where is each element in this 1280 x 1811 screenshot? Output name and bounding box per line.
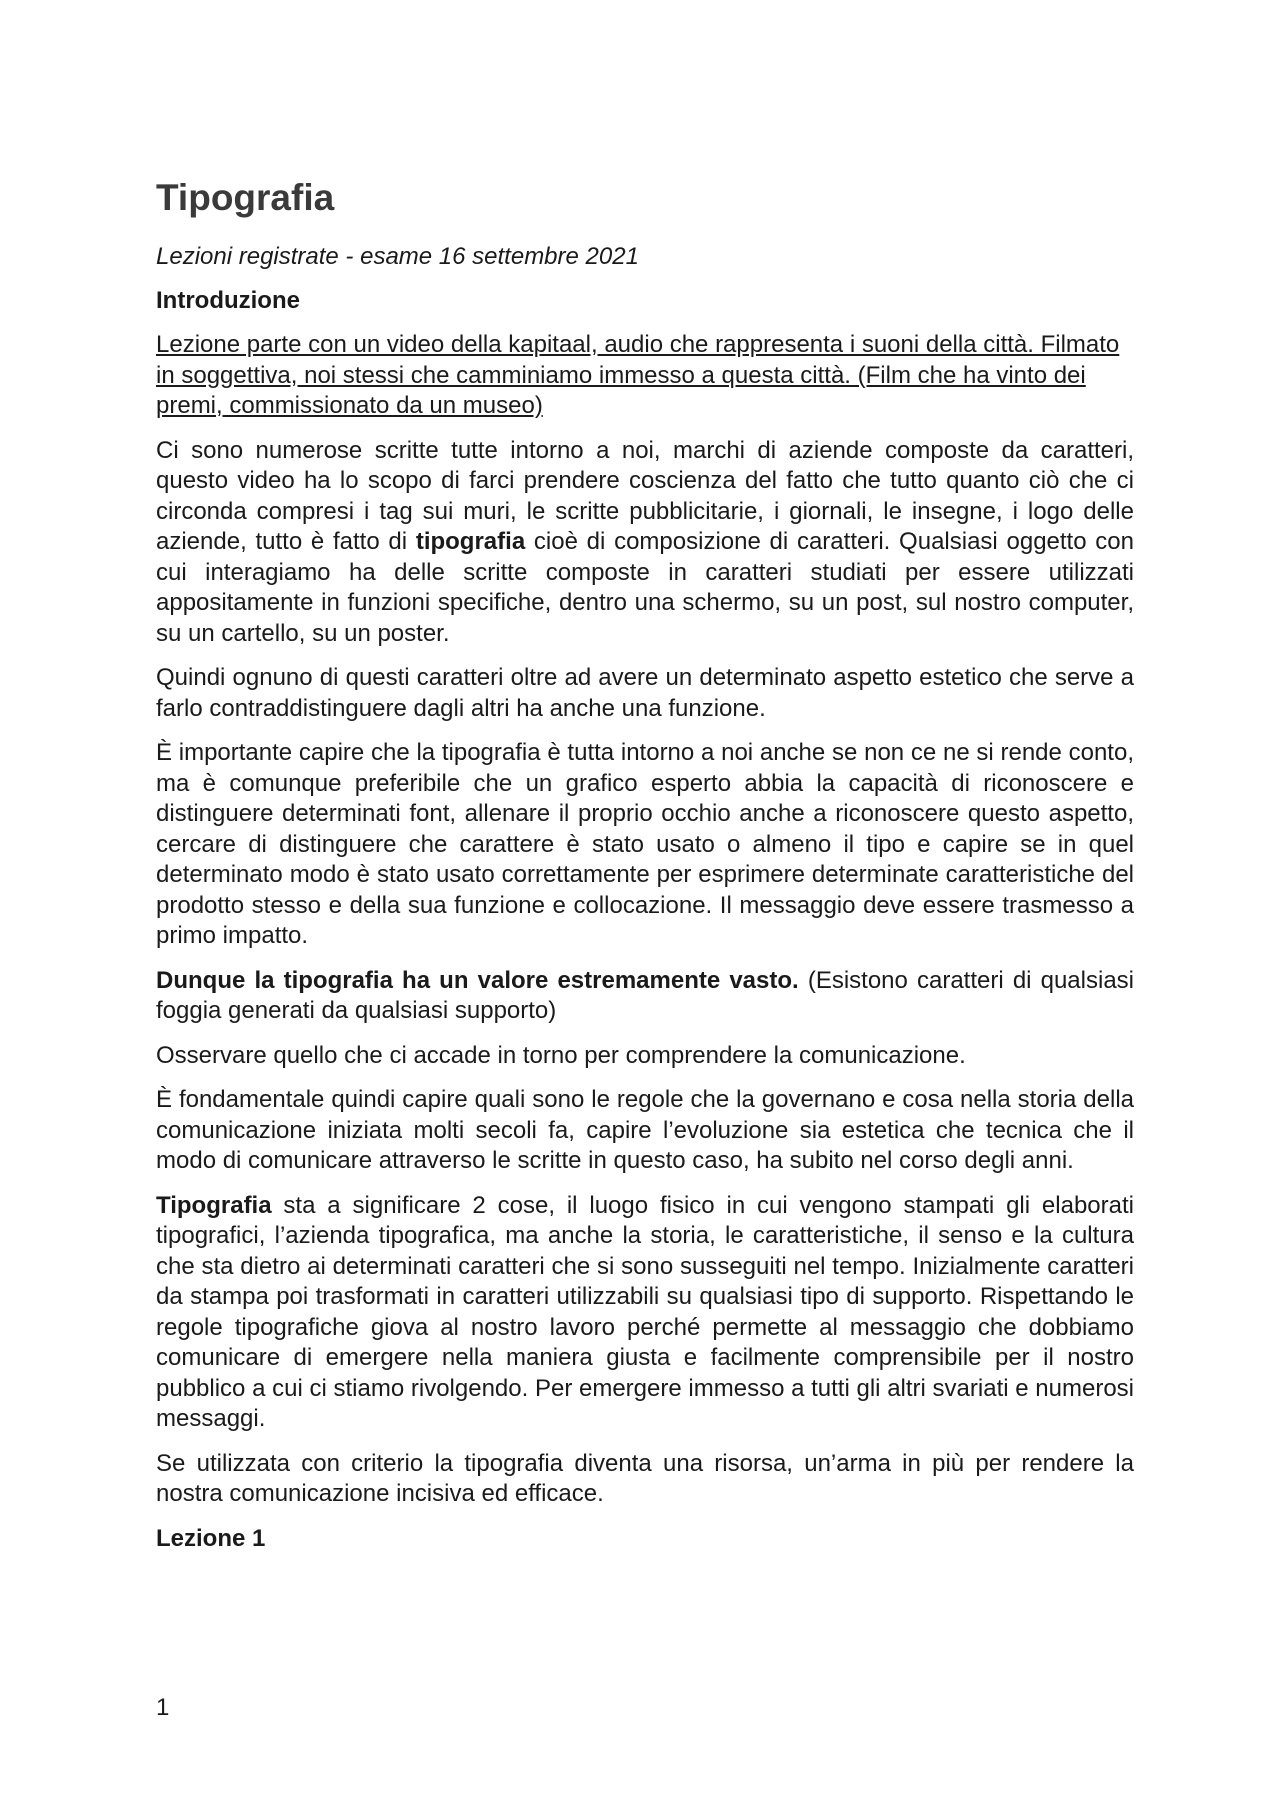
paragraph-valore-vasto <box>156 966 1134 1027</box>
paragraph-tipografia-significato <box>156 1191 1134 1435</box>
paragraph-video-intro: Lezione parte con un video della kapitaal, audio che rappresenta i suoni della città. Filmato in soggettiva, noi stessi che camminiamo immesso a questa città. (Film che ha vinto dei premi, commissionato da un museo) <box>156 331 1120 419</box>
bold-statement: Dunque la tipografia ha un valore estremamente vasto. <box>156 966 799 994</box>
paragraph-criterio: Se utilizzata con criterio la tipografia diventa una risorsa, un’arma in più per rendere la nostra comunicazione incisiva ed efficace. <box>156 1449 1134 1507</box>
paragraph-caratteri-funzione: Quindi ognuno di questi caratteri oltre ad avere un determinato aspetto estetico che serve a farlo contraddistinguere dagli altri ha anche una funzione. <box>156 664 1134 722</box>
paragraph-scritte <box>156 436 1134 650</box>
page-number: 1 <box>156 1694 170 1721</box>
paragraph-osservare: Osservare quello che ci accade in torno per comprendere la comunicazione. <box>156 1041 966 1069</box>
paragraph-text: (Esistono caratteri di qualsiasi foggia generati da qualsiasi supporto) <box>156 966 1135 1024</box>
document-title: Tipografia <box>156 177 335 218</box>
paragraph-fondamentale: È fondamentale quindi capire quali sono le regole che la governano e cosa nella storia della comunicazione iniziata molti secoli fa, capire l’evoluzione sia estetica che tecnica che il modo di comunicare attraverso le scritte in questo caso, ha subito nel corso degli anni. <box>156 1086 1134 1174</box>
section-heading-introduzione: Introduzione <box>156 287 300 314</box>
document-subtitle: Lezioni registrate - esame 16 settembre 2021 <box>156 243 639 270</box>
section-heading-lezione-1: Lezione 1 <box>156 1524 266 1552</box>
paragraph-text: sta a significare 2 cose, il luogo fisico in cui vengono stampati gli elaborati tipografici, l’azienda tipografica, ma anche la storia, le caratteristiche, il senso e la cultura che sta dietro ai determinati caratteri che si sono susseguiti nel tempo. Inizialmente caratteri da stampa poi trasformati in caratteri utilizzabili su qualsiasi tipo di supporto. Rispettando le regole tipografiche giova al nostro lavoro perché permette al messaggio che dobbiamo comunicare di emergere nella maniera giusta e facilmente comprensibile per il nostro pubblico a cui ci stiamo rivolgendo. Per emergere immesso a tutti gli altri svariati e numerosi messaggi. <box>156 1191 1134 1432</box>
bold-term-tipografia: Tipografia <box>156 1191 272 1219</box>
bold-term-tipografia: tipografia <box>415 528 526 555</box>
document-page <box>156 176 1134 1568</box>
paragraph-importante: È importante capire che la tipografia è tutta intorno a noi anche se non ce ne si rende conto, ma è comunque preferibile che un grafico esperto abbia la capacità di riconoscere e distinguere determinati font, allenare il proprio occhio anche a riconoscere questo aspetto, cercare di distinguere che carattere è stato usato o almeno il tipo e capire se in quel determinato modo è stato usato correttamente per esprimere determinate caratteristiche del prodotto stesso e della sua funzione e collocazione. Il messaggio deve essere trasmesso a primo impatto. <box>156 739 1134 949</box>
paragraph-text: Ci sono numerose scritte tutte intorno a noi, marchi di aziende composte da caratteri, questo video ha lo scopo di farci prendere coscienza del fatto che tutto quanto ciò che ci circonda compresi i tag sui muri, le scritte pubblicitarie, i giornali, le insegne, i logo delle aziende, tutto è fatto di <box>156 436 1134 555</box>
paragraph-text: cioè di composizione di caratteri. Qualsiasi oggetto con cui interagiamo ha delle scritte composte in caratteri studiati per essere utilizzati appositamente in funzioni specifiche, dentro una schermo, su un post, sul nostro computer, su un cartello, su un poster. <box>156 528 1134 647</box>
